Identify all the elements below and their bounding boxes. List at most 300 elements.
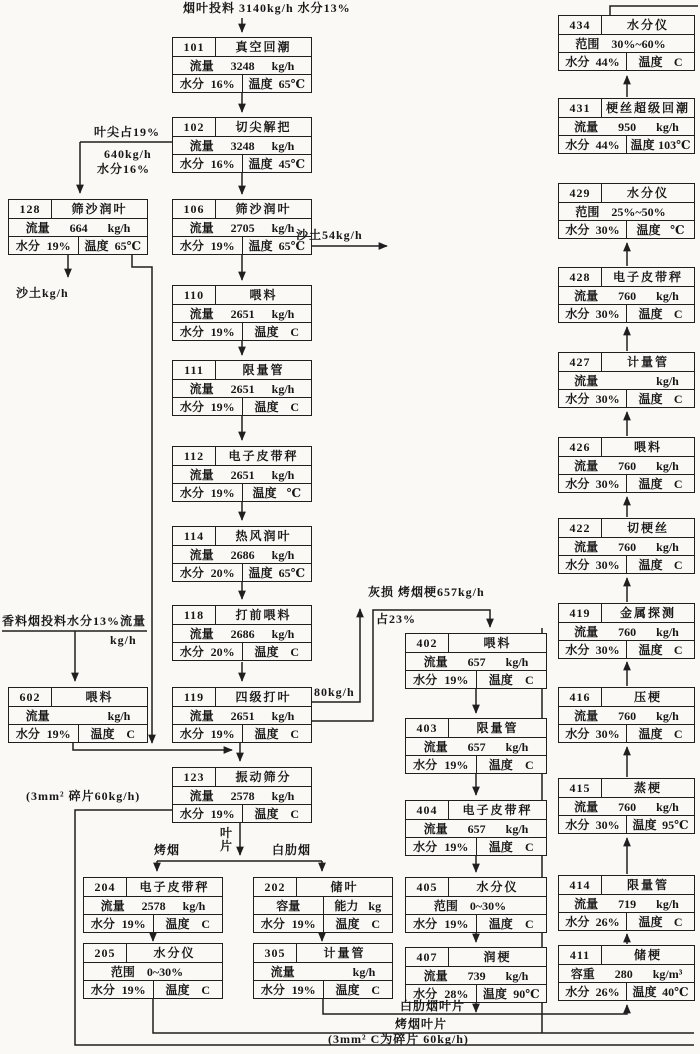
row2-value: 657 bbox=[467, 654, 486, 669]
box-title: 水分仪 bbox=[626, 186, 669, 200]
moisture-label: 水分 bbox=[260, 916, 285, 931]
process-box-128 bbox=[8, 199, 148, 255]
box-title: 计量管 bbox=[626, 355, 669, 369]
box-title: 振动筛分 bbox=[235, 770, 292, 784]
row2-unit: kg/h bbox=[271, 626, 295, 641]
box-header bbox=[173, 118, 311, 136]
row2-unit: kg/h bbox=[271, 788, 295, 803]
box-title: 储梗 bbox=[633, 948, 662, 962]
moisture-label: 水分 bbox=[179, 324, 204, 339]
moisture-label: 水分 bbox=[179, 485, 204, 500]
moisture-value: 44% bbox=[595, 137, 620, 152]
process-box-123 bbox=[172, 767, 312, 823]
temperature-label: 温度 bbox=[335, 982, 360, 997]
box-header bbox=[559, 519, 694, 537]
temperature-label: 温度 bbox=[638, 54, 663, 69]
box-row-moisture-temp bbox=[559, 52, 694, 70]
temperature-label: 温度 bbox=[638, 642, 663, 657]
row2-value: 760 bbox=[618, 624, 637, 639]
box-header bbox=[559, 779, 694, 797]
label-baileileaf: 白肋烟叶片 bbox=[400, 999, 466, 1013]
row2-label: 范围 bbox=[433, 898, 458, 913]
box-header bbox=[559, 604, 694, 622]
box-header bbox=[173, 361, 311, 379]
box-row-moisture-temp bbox=[9, 236, 147, 254]
process-box-202 bbox=[253, 877, 393, 933]
box-row-flow bbox=[406, 652, 546, 670]
box-header bbox=[559, 353, 694, 371]
box-title: 四级打叶 bbox=[235, 690, 292, 704]
process-box-429 bbox=[558, 183, 695, 239]
box-header bbox=[173, 688, 311, 706]
moisture-value: 19% bbox=[210, 238, 235, 253]
box-title: 喂料 bbox=[249, 288, 278, 302]
box-title: 限量管 bbox=[626, 878, 669, 892]
box-row-flow bbox=[559, 117, 694, 135]
temperature-label: 温度 bbox=[638, 306, 663, 321]
row2-label: 流量 bbox=[423, 821, 448, 836]
row2-value: 280 bbox=[614, 966, 633, 981]
temperature-label: 温度 bbox=[165, 916, 190, 931]
box-row-moisture-temp bbox=[559, 640, 694, 658]
temperature-label: 温度 bbox=[254, 726, 279, 741]
moisture-label: 水分 bbox=[565, 817, 590, 832]
process-box-407 bbox=[405, 947, 547, 1003]
row2-label: 流量 bbox=[189, 467, 214, 482]
box-row-moisture-temp bbox=[173, 322, 311, 340]
temperature-label: 温度 bbox=[84, 238, 109, 253]
row2-unit: kg/h bbox=[271, 467, 295, 482]
box-row-flow bbox=[173, 786, 311, 804]
box-code: 114 bbox=[173, 527, 216, 545]
box-code: 118 bbox=[173, 606, 216, 624]
temperature-label: 温度 bbox=[636, 222, 661, 237]
label-kgh: kg/h bbox=[110, 633, 137, 647]
box-title: 热风润叶 bbox=[235, 529, 292, 543]
moisture-value: 19% bbox=[46, 238, 71, 253]
row2-unit: kg/h bbox=[656, 373, 679, 388]
row2-label: 流量 bbox=[574, 708, 599, 723]
box-row-moisture-temp bbox=[254, 914, 392, 932]
temperature-value: ℃ bbox=[286, 485, 301, 500]
row2-label: 流量 bbox=[423, 968, 448, 983]
temperature-label: 温度 bbox=[248, 238, 273, 253]
row2-label: 流量 bbox=[423, 739, 448, 754]
label-top: 烟叶投料 3140kg/h 水分13% bbox=[183, 1, 351, 15]
row2-label: 流量 bbox=[100, 898, 125, 913]
process-box-204 bbox=[83, 877, 223, 933]
temperature-value: 45℃ bbox=[278, 156, 305, 171]
temperature-label: 温度 bbox=[248, 76, 273, 91]
row2-value: 2705 bbox=[230, 220, 255, 235]
box-title: 喂料 bbox=[483, 636, 512, 650]
temperature-label: 温度 bbox=[254, 806, 279, 821]
box-row-moisture-temp bbox=[9, 724, 147, 742]
row2-value: 25%~50% bbox=[611, 204, 666, 219]
box-title: 切尖解把 bbox=[235, 120, 292, 134]
box-row-flow bbox=[406, 737, 546, 755]
moisture-value: 44% bbox=[595, 54, 620, 69]
box-row-flow bbox=[173, 379, 311, 397]
process-box-119 bbox=[172, 687, 312, 743]
box-code: 415 bbox=[559, 779, 602, 797]
moisture-value: 30% bbox=[595, 817, 620, 832]
moisture-label: 水分 bbox=[565, 54, 590, 69]
temperature-label: 温度 bbox=[248, 565, 273, 580]
row2-label: 流量 bbox=[574, 458, 599, 473]
row2-label: 流量 bbox=[25, 708, 50, 723]
row2-value: 3248 bbox=[230, 58, 255, 73]
box-row-flow bbox=[406, 966, 546, 984]
box-code: 110 bbox=[173, 286, 216, 304]
box-code: 202 bbox=[254, 878, 297, 896]
box-title: 梗丝超级回潮 bbox=[605, 101, 690, 115]
box-row-flow bbox=[559, 34, 694, 52]
process-box-419 bbox=[558, 603, 695, 659]
row2-unit: kg/h bbox=[656, 539, 679, 554]
box-header bbox=[559, 876, 694, 894]
box-row-moisture-temp bbox=[173, 563, 311, 581]
box-row-flow bbox=[84, 962, 222, 980]
temperature-label: 温度 bbox=[254, 644, 279, 659]
row2-unit: kg/h bbox=[656, 458, 679, 473]
process-box-428 bbox=[558, 267, 695, 323]
box-header bbox=[559, 184, 694, 202]
moisture-label: 水分 bbox=[413, 916, 438, 931]
row2-unit: kg/h bbox=[352, 964, 376, 979]
box-code: 101 bbox=[173, 38, 216, 56]
moisture-label: 水分 bbox=[179, 76, 204, 91]
box-title: 蒸梗 bbox=[633, 781, 662, 795]
box-row-moisture-temp bbox=[559, 389, 694, 407]
box-header bbox=[84, 944, 222, 962]
box-header bbox=[254, 944, 392, 962]
process-box-118 bbox=[172, 605, 312, 661]
box-row-flow bbox=[559, 286, 694, 304]
box-row-moisture-temp bbox=[406, 670, 546, 688]
row2-value: 30%~60% bbox=[611, 36, 666, 51]
temperature-label: 温度 bbox=[254, 324, 279, 339]
row2-unit: kg/h bbox=[656, 799, 679, 814]
moisture-value: 19% bbox=[291, 916, 316, 931]
row2-unit: kg/h bbox=[182, 898, 206, 913]
row2-unit: kg/h bbox=[271, 306, 295, 321]
box-row-moisture-temp bbox=[559, 982, 694, 1000]
process-box-414 bbox=[558, 875, 695, 931]
box-row-moisture-temp bbox=[84, 980, 222, 998]
box-header bbox=[254, 878, 392, 896]
moisture-value: 19% bbox=[291, 982, 316, 997]
temperature-value: C bbox=[525, 839, 534, 854]
box-code: 111 bbox=[173, 361, 216, 379]
box-code: 422 bbox=[559, 519, 602, 537]
box-title: 真空回潮 bbox=[235, 40, 292, 54]
temperature-value: C bbox=[290, 399, 300, 414]
box-header bbox=[406, 634, 546, 652]
process-box-405 bbox=[405, 877, 547, 933]
row2-label: 范围 bbox=[110, 964, 135, 979]
moisture-value: 26% bbox=[595, 914, 620, 929]
box-title: 电子皮带秤 bbox=[139, 880, 210, 894]
flow-connector bbox=[610, 6, 698, 15]
moisture-label: 水分 bbox=[565, 984, 590, 999]
box-code: 602 bbox=[9, 688, 52, 706]
temperature-value: 90℃ bbox=[513, 986, 540, 1001]
row2-label: 流量 bbox=[270, 964, 295, 979]
row2-value: 760 bbox=[618, 539, 637, 554]
box-title: 限量管 bbox=[242, 363, 285, 377]
moisture-value: 19% bbox=[210, 806, 235, 821]
box-row-moisture-temp bbox=[173, 154, 311, 172]
row2-value: 能力 bbox=[334, 898, 359, 913]
box-code: 414 bbox=[559, 876, 602, 894]
moisture-value: 20% bbox=[210, 644, 235, 659]
label-sand128: 沙土kg/h bbox=[16, 286, 69, 300]
box-row-moisture-temp bbox=[559, 135, 694, 153]
box-row-flow bbox=[559, 456, 694, 474]
temperature-label: 温度 bbox=[632, 817, 657, 832]
box-row-moisture-temp bbox=[173, 642, 311, 660]
row2-unit: kg/h bbox=[505, 739, 529, 754]
box-title: 压梗 bbox=[633, 690, 662, 704]
row2-label: 流量 bbox=[574, 373, 599, 388]
box-row-moisture-temp bbox=[173, 397, 311, 415]
box-header bbox=[559, 268, 694, 286]
row2-unit: kg/h bbox=[107, 708, 131, 723]
moisture-value: 30% bbox=[595, 557, 620, 572]
moisture-label: 水分 bbox=[413, 757, 438, 772]
row2-value: 2651 bbox=[230, 708, 255, 723]
moisture-label: 水分 bbox=[260, 982, 285, 997]
process-box-112 bbox=[172, 446, 312, 502]
process-box-426 bbox=[558, 437, 695, 493]
box-header bbox=[559, 99, 694, 117]
process-box-411 bbox=[558, 945, 695, 1001]
process-box-106 bbox=[172, 199, 312, 255]
box-row-moisture-temp bbox=[173, 74, 311, 92]
row2-value: 657 bbox=[467, 821, 486, 836]
box-header bbox=[84, 878, 222, 896]
temperature-label: 温度 bbox=[165, 982, 190, 997]
box-code: 402 bbox=[406, 634, 449, 652]
temperature-value: 40℃ bbox=[662, 984, 689, 999]
row2-label: 流量 bbox=[25, 220, 50, 235]
row2-unit: kg/h bbox=[107, 220, 131, 235]
box-code: 419 bbox=[559, 604, 602, 622]
temperature-value: C bbox=[290, 726, 300, 741]
box-row-moisture-temp bbox=[173, 483, 311, 501]
box-header bbox=[559, 438, 694, 456]
process-box-434 bbox=[558, 15, 695, 71]
box-header bbox=[173, 447, 311, 465]
box-row-moisture-temp bbox=[559, 304, 694, 322]
temperature-value: C bbox=[290, 644, 300, 659]
row2-label: 流量 bbox=[423, 654, 448, 669]
row2-unit: kg/h bbox=[271, 708, 295, 723]
moisture-label: 水分 bbox=[90, 982, 115, 997]
box-header bbox=[9, 688, 147, 706]
row2-value: 760 bbox=[618, 799, 637, 814]
process-box-427 bbox=[558, 352, 695, 408]
box-title: 喂料 bbox=[85, 690, 114, 704]
box-code: 403 bbox=[406, 719, 449, 737]
box-row-flow bbox=[173, 218, 311, 236]
temperature-value: C bbox=[673, 476, 683, 491]
box-row-moisture-temp bbox=[406, 837, 546, 855]
process-box-402 bbox=[405, 633, 547, 689]
moisture-value: 30% bbox=[595, 222, 620, 237]
temperature-label: 温度 bbox=[638, 557, 663, 572]
box-row-flow bbox=[559, 964, 694, 982]
temperature-value: 103℃ bbox=[658, 137, 691, 152]
box-title: 切梗丝 bbox=[626, 521, 669, 535]
moisture-value: 30% bbox=[595, 642, 620, 657]
box-code: 434 bbox=[559, 16, 602, 34]
temperature-label: 温度 bbox=[252, 485, 277, 500]
box-row-moisture-temp bbox=[84, 914, 222, 932]
row2-unit: kg/h bbox=[656, 624, 679, 639]
temperature-value: C bbox=[673, 557, 683, 572]
moisture-value: 19% bbox=[121, 982, 146, 997]
process-box-415 bbox=[558, 778, 695, 834]
label-pct23: 占23% bbox=[376, 612, 417, 626]
box-code: 431 bbox=[559, 99, 602, 117]
box-title: 限量管 bbox=[476, 721, 519, 735]
label-w16: 水分16% bbox=[97, 162, 151, 176]
box-row-moisture-temp bbox=[173, 804, 311, 822]
box-row-moisture-temp bbox=[406, 914, 546, 932]
row2-value: 719 bbox=[618, 896, 637, 911]
box-header bbox=[559, 946, 694, 964]
label-sand106: 沙土54kg/h bbox=[296, 228, 363, 242]
temperature-value: C bbox=[673, 726, 683, 741]
moisture-label: 水分 bbox=[179, 156, 204, 171]
box-row-flow bbox=[254, 962, 392, 980]
box-row-moisture-temp bbox=[173, 236, 311, 254]
row2-label: 容重 bbox=[570, 966, 595, 981]
temperature-label: 温度 bbox=[488, 757, 513, 772]
box-row-flow bbox=[173, 136, 311, 154]
label-n640: 640kg/h bbox=[104, 147, 152, 161]
temperature-value: C bbox=[201, 982, 211, 997]
box-code: 411 bbox=[559, 946, 602, 964]
row2-value: 3248 bbox=[230, 138, 255, 153]
moisture-label: 水分 bbox=[565, 222, 590, 237]
box-code: 128 bbox=[9, 200, 52, 218]
process-box-403 bbox=[405, 718, 547, 774]
moisture-value: 16% bbox=[210, 156, 235, 171]
box-row-moisture-temp bbox=[406, 755, 546, 773]
row2-label: 流量 bbox=[574, 624, 599, 639]
temperature-label: 温度 bbox=[488, 839, 513, 854]
process-box-110 bbox=[172, 285, 312, 341]
temperature-label: 温度 bbox=[488, 672, 513, 687]
moisture-value: 19% bbox=[444, 672, 469, 687]
moisture-label: 水分 bbox=[565, 557, 590, 572]
moisture-label: 水分 bbox=[565, 476, 590, 491]
box-row-flow bbox=[173, 56, 311, 74]
label-kaoyan: 烤烟 bbox=[154, 843, 181, 857]
moisture-label: 水分 bbox=[179, 238, 204, 253]
box-row-flow bbox=[173, 706, 311, 724]
box-title: 喂料 bbox=[633, 440, 662, 454]
process-box-416 bbox=[558, 687, 695, 743]
temperature-value: C bbox=[673, 54, 683, 69]
box-code: 204 bbox=[84, 878, 127, 896]
temperature-value: 95℃ bbox=[662, 817, 689, 832]
row2-label: 流量 bbox=[574, 119, 599, 134]
box-code: 112 bbox=[173, 447, 216, 465]
row2-unit: kg/h bbox=[505, 654, 529, 669]
box-row-flow bbox=[406, 819, 546, 837]
moisture-label: 水分 bbox=[565, 137, 590, 152]
box-header bbox=[173, 286, 311, 304]
row2-value: 2578 bbox=[230, 788, 255, 803]
box-header bbox=[559, 688, 694, 706]
label-bailei: 白肋烟 bbox=[272, 843, 312, 857]
temperature-value: C bbox=[525, 916, 534, 931]
box-header bbox=[173, 606, 311, 624]
row2-unit: kg/h bbox=[656, 708, 679, 723]
moisture-value: 19% bbox=[210, 399, 235, 414]
box-code: 427 bbox=[559, 353, 602, 371]
temperature-label: 温度 bbox=[630, 137, 655, 152]
row2-unit: kg/h bbox=[271, 220, 295, 235]
label-frag2: (3mm² C为碎片 60kg/h) bbox=[328, 1032, 469, 1046]
box-header bbox=[406, 948, 546, 966]
process-box-111 bbox=[172, 360, 312, 416]
moisture-label: 水分 bbox=[179, 644, 204, 659]
box-header bbox=[406, 719, 546, 737]
temperature-value: C bbox=[290, 806, 300, 821]
box-row-flow bbox=[559, 894, 694, 912]
row2-label: 流量 bbox=[189, 220, 214, 235]
row2-value: 2686 bbox=[230, 626, 255, 641]
row2-unit: kg/h bbox=[271, 138, 295, 153]
process-box-101 bbox=[172, 37, 312, 93]
box-title: 打前喂料 bbox=[235, 608, 292, 622]
process-box-431 bbox=[558, 98, 695, 154]
moisture-value: 19% bbox=[210, 324, 235, 339]
box-header bbox=[173, 200, 311, 218]
box-code: 407 bbox=[406, 948, 449, 966]
box-row-flow bbox=[84, 896, 222, 914]
row2-label: 流量 bbox=[189, 381, 214, 396]
process-box-102 bbox=[172, 117, 312, 173]
moisture-label: 水分 bbox=[179, 399, 204, 414]
box-header bbox=[173, 38, 311, 56]
temperature-value: C bbox=[126, 726, 136, 741]
temperature-value: 65℃ bbox=[278, 238, 305, 253]
moisture-value: 20% bbox=[210, 565, 235, 580]
box-row-moisture-temp bbox=[173, 724, 311, 742]
moisture-label: 水分 bbox=[15, 238, 40, 253]
moisture-label: 水分 bbox=[179, 565, 204, 580]
box-title: 金属探测 bbox=[619, 606, 676, 620]
row2-label: 流量 bbox=[189, 58, 214, 73]
moisture-label: 水分 bbox=[565, 306, 590, 321]
temperature-label: 温度 bbox=[254, 399, 279, 414]
moisture-label: 水分 bbox=[413, 839, 438, 854]
box-code: 102 bbox=[173, 118, 216, 136]
temperature-value: C bbox=[673, 642, 683, 657]
temperature-label: 温度 bbox=[90, 726, 115, 741]
box-row-flow bbox=[559, 371, 694, 389]
row2-value: 760 bbox=[618, 458, 637, 473]
box-code: 305 bbox=[254, 944, 297, 962]
moisture-value: 28% bbox=[444, 986, 469, 1001]
row2-unit: kg/h bbox=[271, 381, 295, 396]
